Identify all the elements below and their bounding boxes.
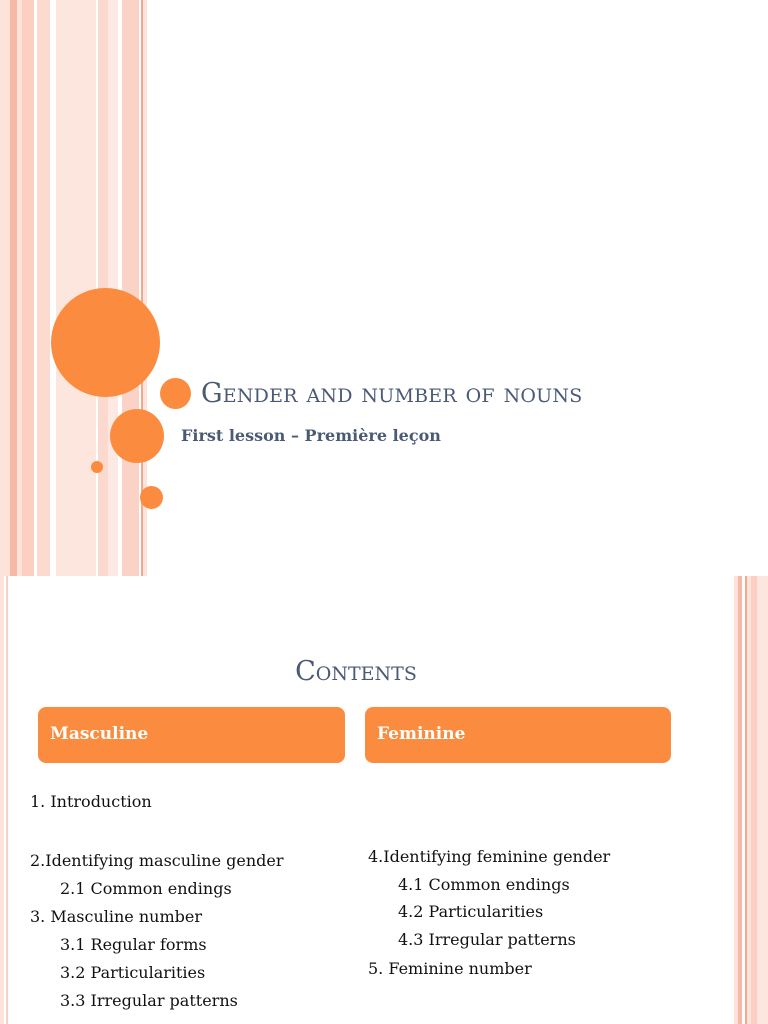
list-item: 3.2 Particularities — [60, 963, 206, 982]
list-item: 1. Introduction — [30, 792, 152, 811]
decor-circle — [51, 288, 160, 397]
decor-stripe — [122, 0, 139, 576]
slide-title: Gender and number of nouns — [201, 378, 583, 409]
list-item: 2.1 Common endings — [60, 879, 232, 898]
decor-stripe — [37, 0, 50, 576]
decor-stripe — [6, 576, 8, 1024]
list-item: 3.3 Irregular patterns — [60, 991, 238, 1010]
decor-circle — [160, 378, 191, 409]
list-item: 4.3 Irregular patterns — [398, 930, 576, 949]
masculine-header: Masculine — [38, 707, 345, 763]
decor-stripe — [22, 0, 34, 576]
contents-slide — [0, 576, 768, 1024]
contents-title: Contents — [295, 656, 417, 687]
decor-circle — [91, 461, 103, 473]
list-item: 4.Identifying feminine gender — [368, 847, 611, 866]
feminine-header: Feminine — [365, 707, 671, 763]
list-item: 5. Feminine number — [368, 959, 532, 978]
decor-stripe — [757, 576, 768, 1024]
list-item: 3. Masculine number — [30, 907, 202, 926]
decor-stripe — [0, 576, 4, 1024]
slide-subtitle: First lesson – Première leçon — [181, 426, 441, 445]
decor-stripe — [10, 0, 17, 576]
list-item: 4.2 Particularities — [398, 902, 544, 921]
decor-stripe — [56, 0, 96, 576]
decor-stripe — [0, 0, 10, 576]
decor-circle — [140, 486, 163, 509]
decor-circle — [110, 409, 164, 463]
list-item: 4.1 Common endings — [398, 875, 570, 894]
list-item: 2.Identifying masculine gender — [30, 851, 284, 870]
list-item: 3.1 Regular forms — [60, 935, 207, 954]
